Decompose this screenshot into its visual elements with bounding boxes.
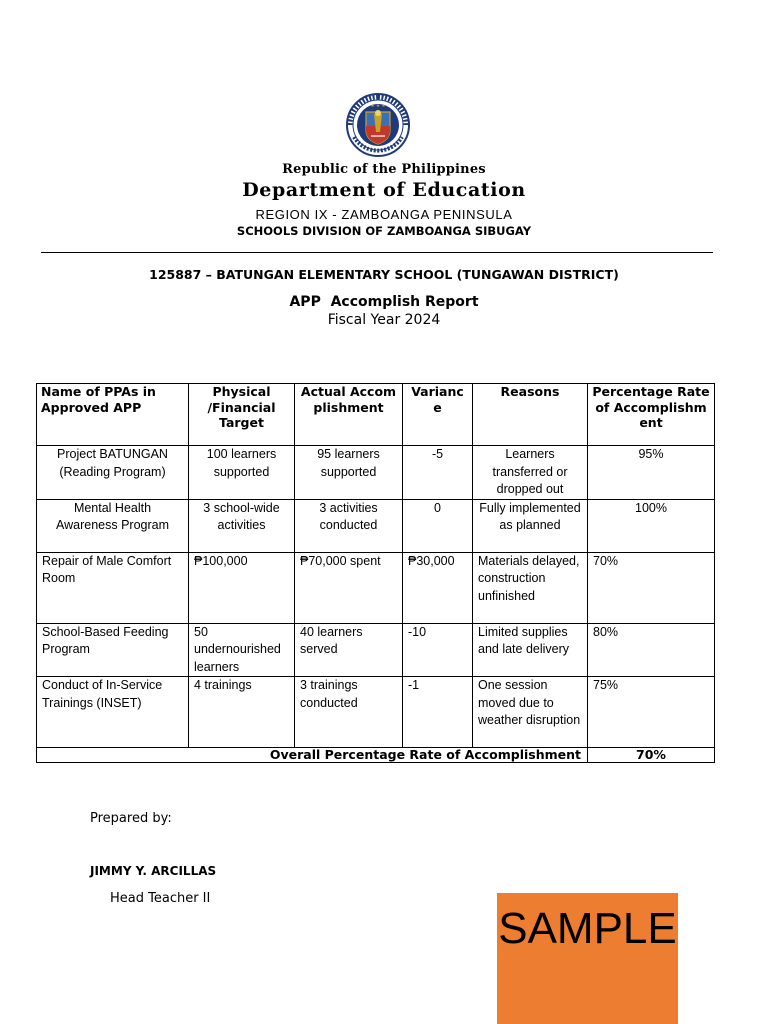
col-header-percentage: Percentage Rate of Accomplishment bbox=[588, 384, 715, 446]
table-header-row bbox=[37, 384, 715, 446]
ppa-name: Project BATUNGAN (Reading Program) bbox=[37, 446, 189, 500]
accomplishment-table bbox=[36, 383, 715, 763]
ppa-name: School-Based Feeding Program bbox=[37, 623, 189, 677]
actual-cell: 3 activities conducted bbox=[295, 499, 403, 552]
variance-cell: -5 bbox=[403, 446, 473, 500]
header-divider bbox=[41, 252, 713, 253]
reasons-cell: Materials delayed, construction unfinished bbox=[473, 552, 588, 623]
target-cell: 3 school-wide activities bbox=[189, 499, 295, 552]
col-header-variance: Variance bbox=[403, 384, 473, 446]
ppa-name: Repair of Male Comfort Room bbox=[37, 552, 189, 623]
table-row bbox=[37, 499, 715, 552]
prepared-by-label: Prepared by: bbox=[90, 811, 172, 826]
table-row bbox=[37, 552, 715, 623]
signatory-position: Head Teacher II bbox=[110, 891, 211, 906]
reasons-cell: Limited supplies and late delivery bbox=[473, 623, 588, 677]
target-cell: 100 learners supported bbox=[189, 446, 295, 500]
school-name: 125887 – BATUNGAN ELEMENTARY SCHOOL (TUNGAWAN DISTRICT) bbox=[149, 267, 619, 282]
sample-watermark: SAMPLE bbox=[497, 893, 678, 1024]
variance-cell: ₱30,000 bbox=[403, 552, 473, 623]
target-cell: ₱100,000 bbox=[189, 552, 295, 623]
percent-cell: 95% bbox=[588, 446, 715, 500]
region-line: REGION IX - ZAMBOANGA PENINSULA bbox=[255, 207, 513, 222]
department-name: Department of Education bbox=[242, 179, 526, 201]
percent-cell: 75% bbox=[588, 677, 715, 748]
republic-line: Republic of the Philippines bbox=[282, 162, 486, 177]
table-row bbox=[37, 677, 715, 748]
actual-cell: 95 learners supported bbox=[295, 446, 403, 500]
svg-text:★ ★ ★: ★ ★ ★ bbox=[370, 104, 386, 109]
overall-row bbox=[37, 748, 715, 763]
col-header-target: Physical /Financial Target bbox=[189, 384, 295, 446]
ppa-name: Conduct of In-Service Trainings (INSET) bbox=[37, 677, 189, 748]
percent-cell: 70% bbox=[588, 552, 715, 623]
signatory-name: JIMMY Y. ARCILLAS bbox=[90, 864, 217, 878]
percent-cell: 100% bbox=[588, 499, 715, 552]
col-header-actual: Actual Accomplishment bbox=[295, 384, 403, 446]
variance-cell: 0 bbox=[403, 499, 473, 552]
fiscal-year: Fiscal Year 2024 bbox=[327, 312, 441, 328]
col-header-name: Name of PPAs in Approved APP bbox=[37, 384, 189, 446]
table-row bbox=[37, 623, 715, 677]
target-cell: 50 undernourished learners bbox=[189, 623, 295, 677]
percent-cell: 80% bbox=[588, 623, 715, 677]
actual-cell: ₱70,000 spent bbox=[295, 552, 403, 623]
ppa-name: Mental Health Awareness Program bbox=[37, 499, 189, 552]
reasons-cell: Learners transferred or dropped out bbox=[473, 446, 588, 500]
division-line: SCHOOLS DIVISION OF ZAMBOANGA SIBUGAY bbox=[236, 224, 532, 238]
col-header-reasons: Reasons bbox=[473, 384, 588, 446]
overall-label: Overall Percentage Rate of Accomplishment bbox=[37, 748, 588, 763]
report-title: APP Accomplish Report bbox=[289, 294, 479, 310]
overall-value: 70% bbox=[588, 748, 715, 763]
table-row bbox=[37, 446, 715, 500]
target-cell: 4 trainings bbox=[189, 677, 295, 748]
actual-cell: 40 learners served bbox=[295, 623, 403, 677]
deped-seal-icon bbox=[338, 92, 418, 158]
reasons-cell: One session moved due to weather disruption bbox=[473, 677, 588, 748]
variance-cell: -1 bbox=[403, 677, 473, 748]
actual-cell: 3 trainings conducted bbox=[295, 677, 403, 748]
reasons-cell: Fully implemented as planned bbox=[473, 499, 588, 552]
variance-cell: -10 bbox=[403, 623, 473, 677]
